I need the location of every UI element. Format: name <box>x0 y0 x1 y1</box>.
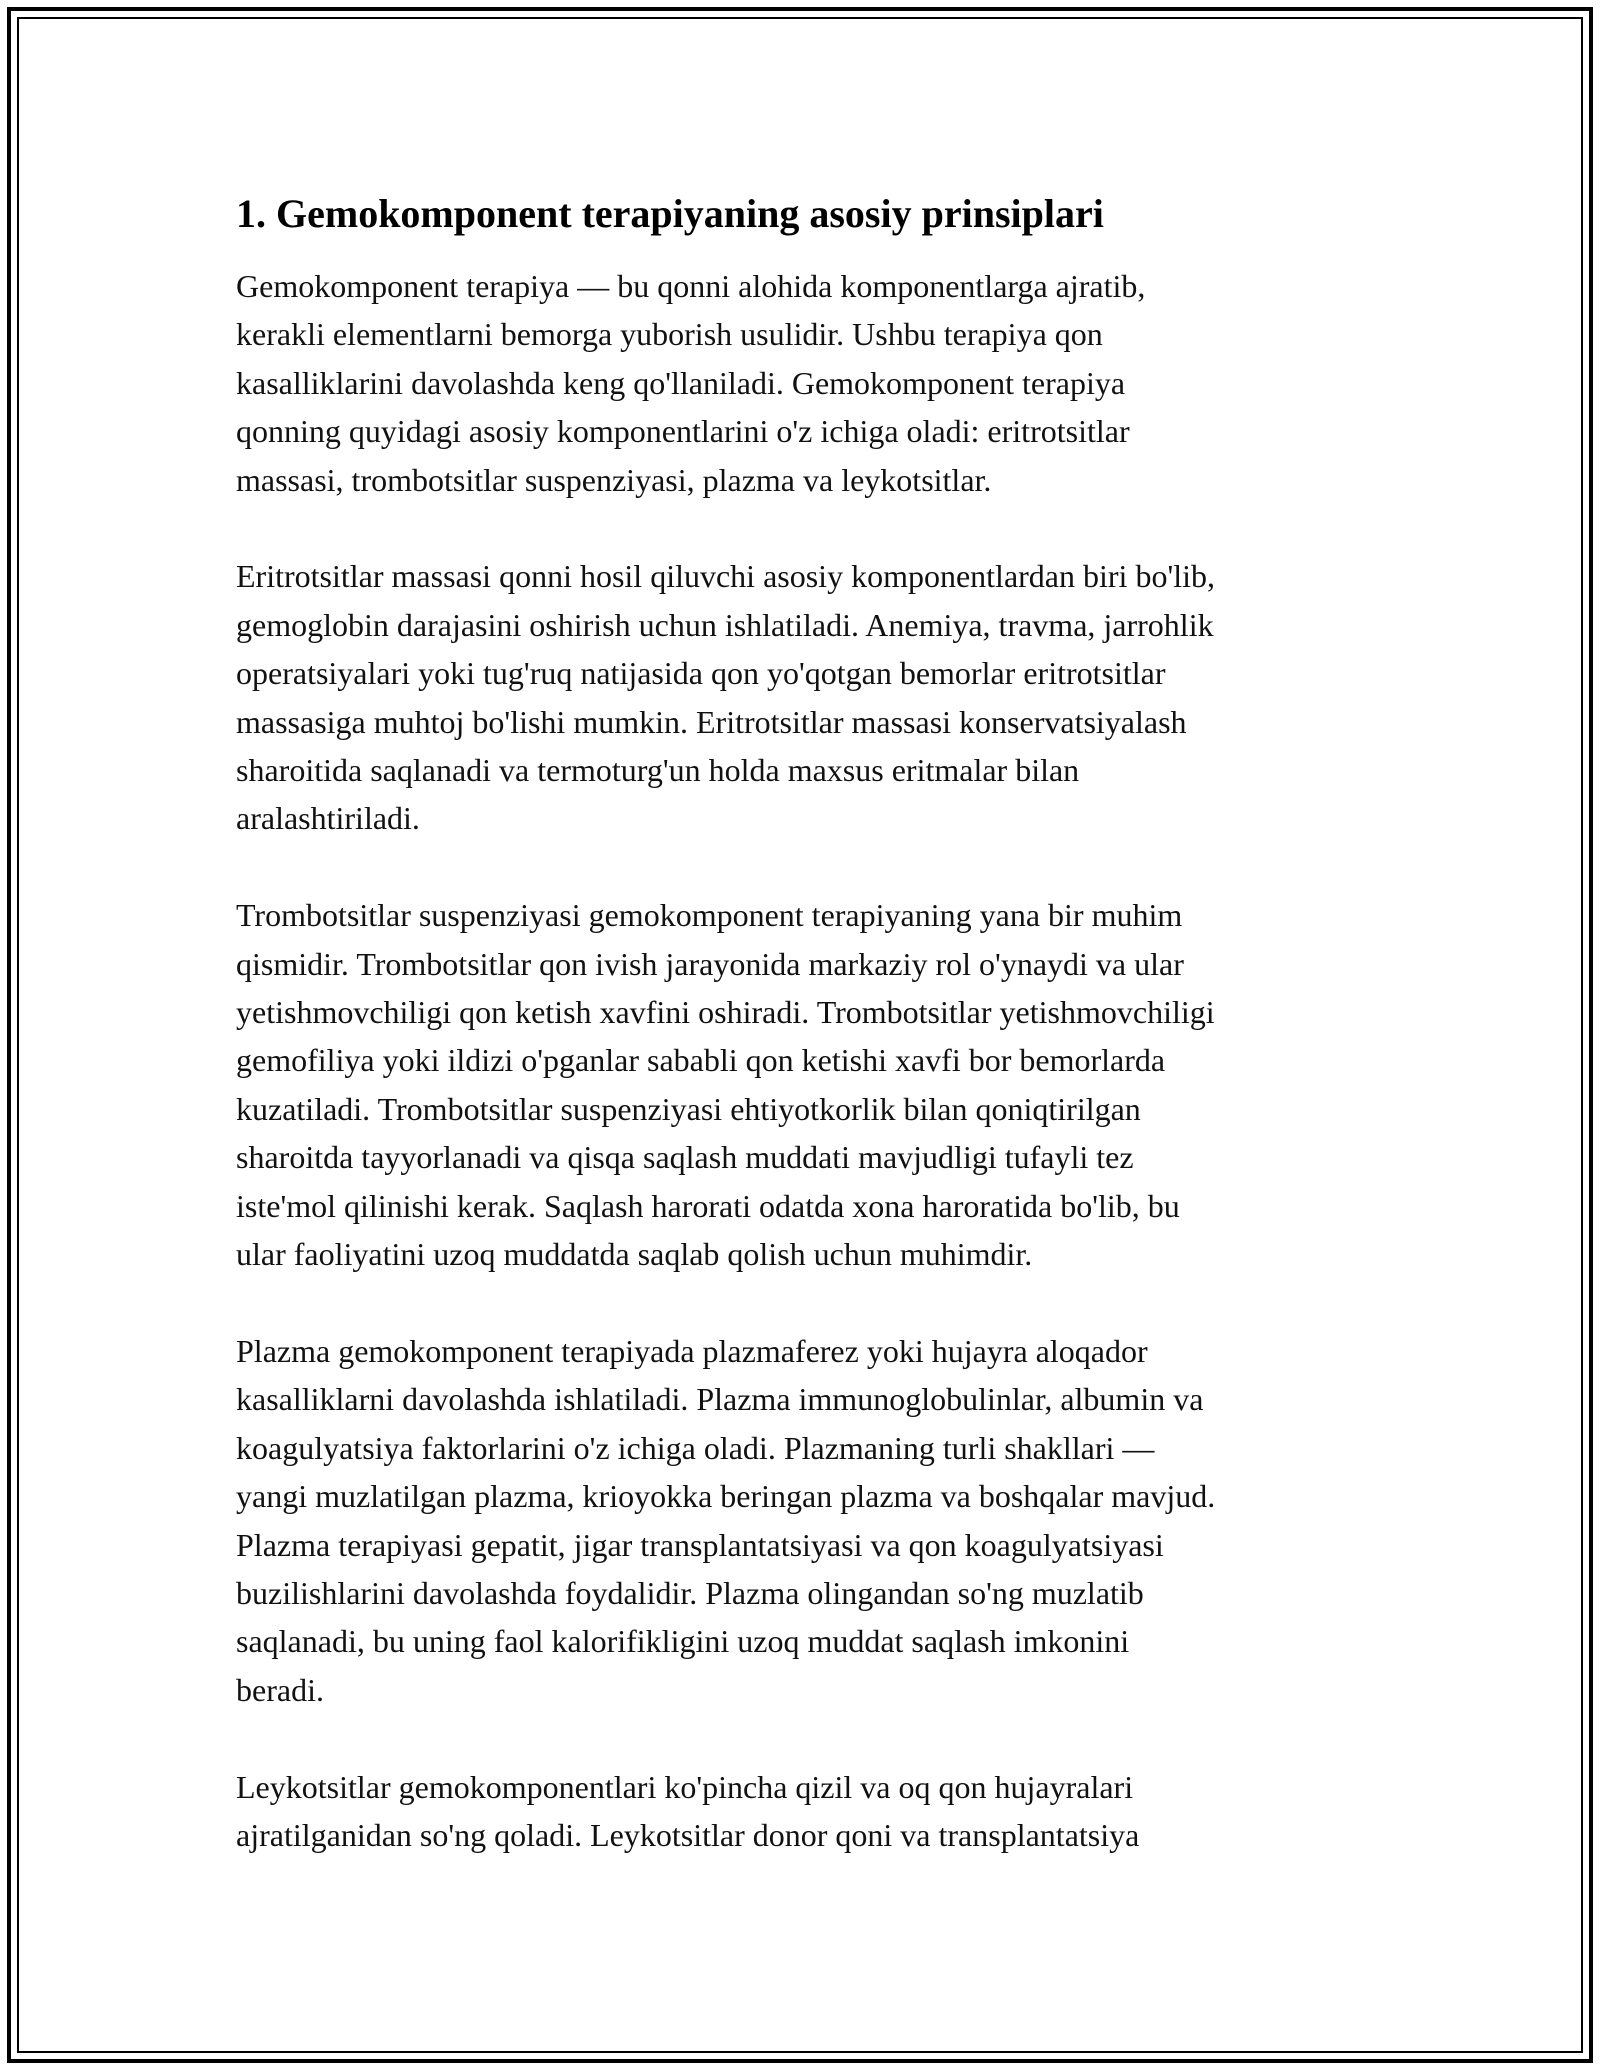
paragraph <box>236 262 1366 504</box>
paragraph-line: beradi. <box>236 1671 324 1708</box>
paragraph-line: qonning quyidagi asosiy komponentlarini o'z ichiga oladi: eritrotsitlar <box>236 413 1130 450</box>
paragraph-line: operatsiyalari yoki tug'ruq natijasida qon yo'qotgan bemorlar eritrotsitlar <box>236 655 1166 692</box>
paragraph-line: yangi muzlatilgan plazma, krioyokka beringan plazma va boshqalar mavjud. <box>236 1478 1216 1515</box>
paragraph-line: kasalliklarni davolashda ishlatiladi. Plazma immunoglobulinlar, albumin va <box>236 1381 1204 1418</box>
document-page <box>236 186 1366 1908</box>
paragraph <box>236 1763 1366 1860</box>
paragraph-line: sharoitda tayyorlanadi va qisqa saqlash muddati mavjudligi tufayli tez <box>236 1139 1134 1176</box>
paragraph-line: ular faoliyatini uzoq muddatda saqlab qolish uchun muhimdir. <box>236 1236 1033 1273</box>
paragraph-line: yetishmovchiligi qon ketish xavfini oshiradi. Trombotsitlar yetishmovchiligi <box>236 994 1215 1031</box>
paragraph-line: Plazma terapiyasi gepatit, jigar transplantatsiyasi va qon koagulyatsiyasi <box>236 1526 1164 1563</box>
paragraph-line: Trombotsitlar suspenziyasi gemokomponent terapiyaning yana bir muhim <box>236 897 1183 934</box>
paragraph-line: kerakli elementlarni bemorga yuborish usulidir. Ushbu terapiya qon <box>236 316 1103 353</box>
paragraph <box>236 552 1366 842</box>
document-body <box>236 262 1366 1859</box>
paragraph-line: aralashtiriladi. <box>236 800 420 837</box>
paragraph-line: gemofiliya yoki ildizi o'pganlar sababli qon ketishi xavfi bor bemorlarda <box>236 1042 1166 1079</box>
paragraph-line: gemoglobin darajasini oshirish uchun ishlatiladi. Anemiya, travma, jarrohlik <box>236 606 1214 643</box>
paragraph <box>236 891 1366 1278</box>
paragraph-line: Gemokomponent terapiya — bu qonni alohida komponentlarga ajratib, <box>236 268 1146 304</box>
paragraph-line: buzilishlarini davolashda foydalidir. Plazma olingandan so'ng muzlatib <box>236 1574 1144 1611</box>
paragraph-line: massasiga muhtoj bo'lishi mumkin. Eritrotsitlar massasi konservatsiyalash <box>236 703 1187 740</box>
paragraph-line: Leykotsitlar gemokomponentlari ko'pincha qizil va oq qon hujayralari <box>236 1768 1134 1805</box>
paragraph-line: sharoitida saqlanadi va termoturg'un holda maxsus eritmalar bilan <box>236 752 1080 789</box>
paragraph-line: Plazma gemokomponent terapiyada plazmaferez yoki hujayra aloqador <box>236 1332 1148 1369</box>
section-heading: 1. Gemokomponent terapiyaning asosiy prinsiplari <box>236 191 1104 236</box>
paragraph-line: kuzatiladi. Trombotsitlar suspenziyasi ehtiyotkorlik bilan qoniqtirilgan <box>236 1090 1141 1127</box>
paragraph-line: massasi, trombotsitlar suspenziyasi, plazma va leykotsitlar. <box>236 461 992 498</box>
paragraph-line: Eritrotsitlar massasi qonni hosil qiluvchi asosiy komponentlardan biri bo'lib, <box>236 558 1215 595</box>
paragraph-line: qismidir. Trombotsitlar qon ivish jarayonida markaziy rol o'ynaydi va ular <box>236 945 1184 982</box>
paragraph <box>236 1327 1366 1714</box>
paragraph-line: saqlanadi, bu uning faol kalorifikligini uzoq muddat saqlash imkonini <box>236 1623 1130 1660</box>
paragraph-line: kasalliklarini davolashda keng qo'llaniladi. Gemokomponent terapiya <box>236 364 1126 401</box>
paragraph-line: koagulyatsiya faktorlarini o'z ichiga oladi. Plazmaning turli shakllari — <box>236 1429 1155 1466</box>
paragraph-line: ajratilganidan so'ng qoladi. Leykotsitlar donor qoni va transplantatsiya <box>236 1816 1140 1853</box>
paragraph-line: iste'mol qilinishi kerak. Saqlash harorati odatda xona haroratida bo'lib, bu <box>236 1187 1180 1224</box>
